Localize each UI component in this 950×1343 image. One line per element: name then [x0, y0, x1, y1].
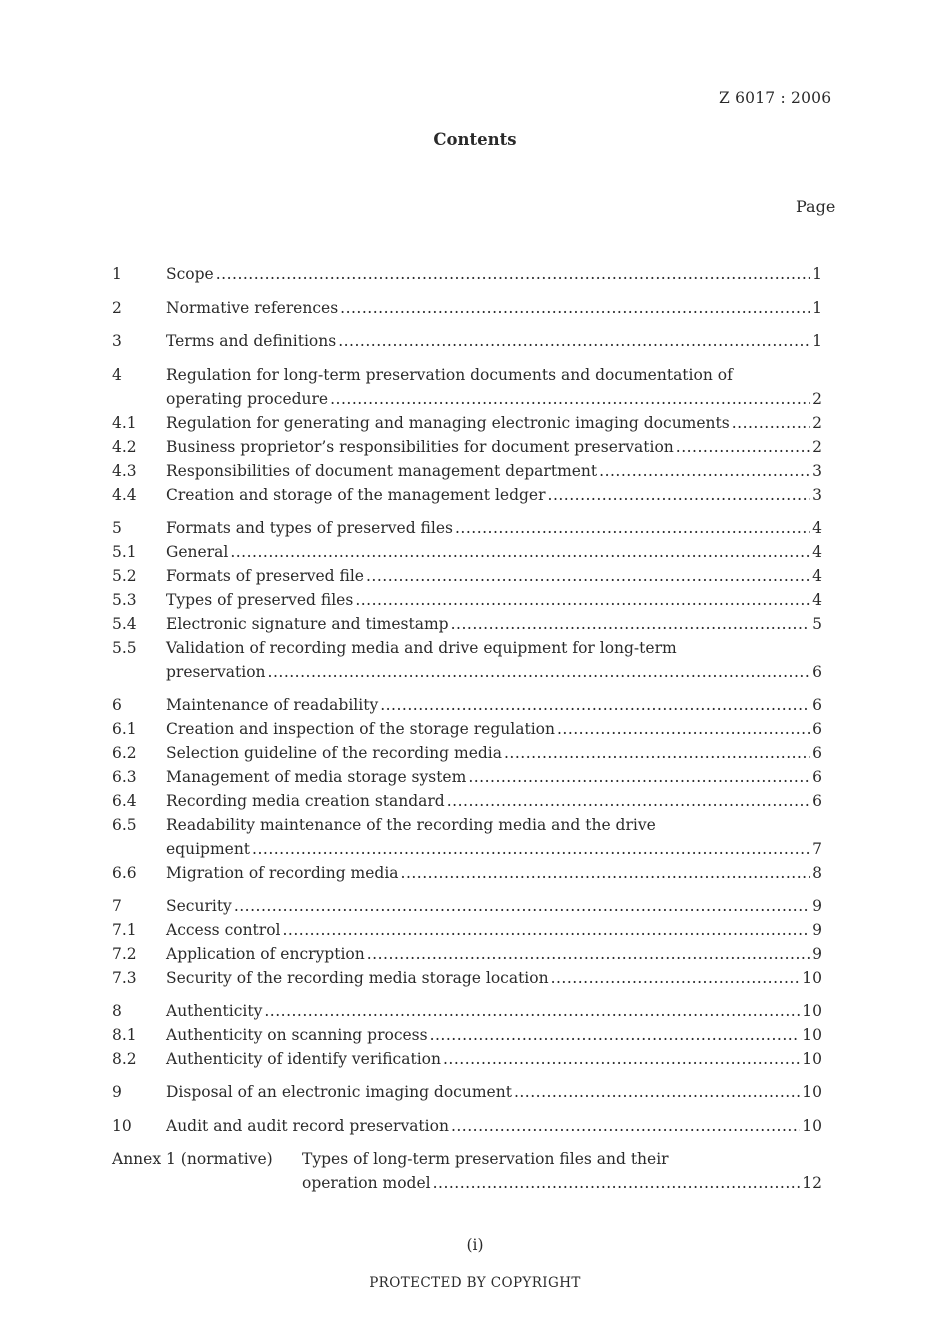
toc-page: 9 — [812, 945, 822, 963]
leader-dots — [264, 999, 800, 1023]
leader-dots — [451, 1114, 800, 1138]
toc-label: Validation of recording media and drive equipment for long-term — [166, 639, 677, 657]
toc-page: 3 — [812, 462, 822, 480]
toc-label: Terms and definitions — [166, 332, 337, 350]
leader-dots — [216, 262, 810, 286]
toc-page: 1 — [812, 332, 822, 350]
toc-entry[interactable] — [112, 363, 822, 387]
toc-page: 4 — [812, 543, 822, 561]
toc-page: 6 — [812, 792, 822, 810]
toc-number: 4.4 — [112, 486, 137, 504]
toc-label: Authenticity — [166, 1002, 263, 1020]
leader-dots — [548, 483, 811, 507]
toc-number: 10 — [112, 1117, 132, 1135]
toc-entry[interactable] — [112, 564, 822, 588]
toc-annex-continuation[interactable] — [112, 1171, 822, 1195]
toc-label: Audit and audit record preservation — [166, 1117, 449, 1135]
leader-dots — [430, 1023, 801, 1047]
toc-label: Access control — [166, 921, 281, 939]
toc-entry-continuation[interactable] — [112, 660, 822, 684]
toc-entry[interactable] — [112, 942, 822, 966]
toc-label: Business proprietor’s responsibilities for document preservation — [166, 438, 674, 456]
toc-entry[interactable] — [112, 411, 822, 435]
toc-page: 6 — [812, 696, 822, 714]
toc-label: Types of preserved files — [166, 591, 354, 609]
toc-entry-continuation[interactable] — [112, 837, 822, 861]
toc-label: Maintenance of readability — [166, 696, 379, 714]
leader-dots — [367, 942, 810, 966]
toc-entry[interactable] — [112, 1047, 822, 1071]
toc-number: 4 — [112, 366, 122, 384]
toc-number: 8.2 — [112, 1050, 137, 1068]
toc-label: Authenticity of identify verification — [166, 1050, 441, 1068]
toc-page: 4 — [812, 591, 822, 609]
leader-dots — [443, 1047, 800, 1071]
toc-entry[interactable] — [112, 516, 822, 540]
toc-label: Creation and inspection of the storage regulation — [166, 720, 555, 738]
toc-label: Disposal of an electronic imaging document — [166, 1083, 512, 1101]
toc-label: Formats of preserved file — [166, 567, 364, 585]
toc-label: Recording media creation standard — [166, 792, 445, 810]
toc-entry[interactable] — [112, 789, 822, 813]
page-column-label: Page — [796, 197, 836, 216]
toc-page: 6 — [812, 744, 822, 762]
toc-number: 4.2 — [112, 438, 137, 456]
toc-page: 8 — [812, 864, 822, 882]
toc-entry[interactable] — [112, 861, 822, 885]
toc-page: 7 — [812, 840, 822, 858]
toc-number: 6.1 — [112, 720, 137, 738]
toc-entry[interactable] — [112, 894, 822, 918]
toc-page: 4 — [812, 567, 822, 585]
toc-page: 1 — [812, 299, 822, 317]
toc-page: 5 — [812, 615, 822, 633]
leader-dots — [732, 411, 810, 435]
leader-dots — [252, 837, 810, 861]
toc-number: 4.1 — [112, 414, 137, 432]
toc-page: 10 — [802, 1026, 822, 1044]
toc-number: 6 — [112, 696, 122, 714]
toc-label: Types of long-term preservation files and their — [302, 1150, 669, 1168]
toc-number: 5.1 — [112, 543, 137, 561]
toc-label: Security — [166, 897, 232, 915]
toc-entry[interactable] — [112, 1114, 822, 1138]
toc-entry-continuation[interactable] — [112, 387, 822, 411]
toc-page: 9 — [812, 897, 822, 915]
toc-page: 6 — [812, 720, 822, 738]
toc-number: 2 — [112, 299, 122, 317]
toc-entry[interactable] — [112, 999, 822, 1023]
toc-entry[interactable] — [112, 717, 822, 741]
leader-dots — [355, 588, 810, 612]
leader-dots — [366, 564, 810, 588]
leader-dots — [283, 918, 811, 942]
toc-number: 1 — [112, 265, 122, 283]
toc-label: Scope — [166, 265, 214, 283]
leader-dots — [504, 741, 810, 765]
toc-number: 5.5 — [112, 639, 137, 657]
toc-label: Selection guideline of the recording media — [166, 744, 502, 762]
toc-label: Creation and storage of the management ledger — [166, 486, 546, 504]
leader-dots — [468, 765, 810, 789]
toc-number: 6.3 — [112, 768, 137, 786]
toc-entry[interactable] — [112, 1080, 822, 1104]
toc-label: Authenticity on scanning process — [166, 1026, 428, 1044]
leader-dots — [234, 894, 810, 918]
copyright-notice: PROTECTED BY COPYRIGHT — [369, 1275, 581, 1291]
toc-entry[interactable] — [112, 483, 822, 507]
toc-entry[interactable] — [112, 296, 822, 320]
annex-label: Annex 1 (normative) — [112, 1150, 273, 1168]
toc-page: 2 — [812, 414, 822, 432]
standard-code: Z 6017 : 2006 — [719, 89, 832, 107]
leader-dots — [676, 435, 810, 459]
toc-entry[interactable] — [112, 459, 822, 483]
toc-number: 6.5 — [112, 816, 137, 834]
toc-page: 10 — [802, 969, 822, 987]
leader-dots — [451, 612, 811, 636]
leader-dots — [455, 516, 810, 540]
toc-number: 8.1 — [112, 1026, 137, 1044]
toc-label-continuation: operating procedure — [166, 390, 329, 408]
toc-entry[interactable] — [112, 329, 822, 353]
toc-number: 6.2 — [112, 744, 137, 762]
leader-dots — [230, 540, 810, 564]
toc-page: 2 — [812, 390, 822, 408]
toc-page: 12 — [802, 1174, 822, 1192]
toc-number: 5.4 — [112, 615, 137, 633]
toc-number: 5.3 — [112, 591, 137, 609]
toc-entry[interactable] — [112, 765, 822, 789]
toc-entry[interactable] — [112, 966, 822, 990]
toc-annex-entry[interactable] — [112, 1147, 822, 1171]
toc-number: 7.2 — [112, 945, 137, 963]
toc-label: Management of media storage system — [166, 768, 467, 786]
toc-label: Migration of recording media — [166, 864, 399, 882]
toc-page: 9 — [812, 921, 822, 939]
toc-label: Security of the recording media storage location — [166, 969, 549, 987]
toc-entry[interactable] — [112, 918, 822, 942]
toc-number: 6.4 — [112, 792, 137, 810]
toc-number: 4.3 — [112, 462, 137, 480]
leader-dots — [268, 660, 811, 684]
page-number: (i) — [466, 1236, 484, 1254]
toc-number: 8 — [112, 1002, 122, 1020]
toc-entry[interactable] — [112, 636, 822, 660]
leader-dots — [557, 717, 810, 741]
toc-entry[interactable] — [112, 741, 822, 765]
toc-number: 5.2 — [112, 567, 137, 585]
toc-page: 10 — [802, 1083, 822, 1101]
toc-label: Regulation for generating and managing electronic imaging documents — [166, 414, 730, 432]
toc-page: 10 — [802, 1117, 822, 1135]
toc-page: 2 — [812, 438, 822, 456]
toc-entry[interactable] — [112, 435, 822, 459]
leader-dots — [551, 966, 801, 990]
toc-label: Application of encryption — [166, 945, 365, 963]
leader-dots — [330, 387, 810, 411]
toc-number: 7.1 — [112, 921, 137, 939]
toc-entry[interactable] — [112, 612, 822, 636]
toc-entry[interactable] — [112, 262, 822, 286]
toc-number: 7.3 — [112, 969, 137, 987]
leader-dots — [340, 296, 810, 320]
leader-dots — [514, 1080, 800, 1104]
toc-entry[interactable] — [112, 588, 822, 612]
page-title: Contents — [433, 130, 517, 149]
toc-number: 6.6 — [112, 864, 137, 882]
toc-label-continuation: equipment — [166, 840, 251, 858]
toc-page: 4 — [812, 519, 822, 537]
toc-label: General — [166, 543, 229, 561]
toc-number: 3 — [112, 332, 122, 350]
toc-label-continuation: preservation — [166, 663, 266, 681]
toc-label: Formats and types of preserved files — [166, 519, 453, 537]
toc-label: Readability maintenance of the recording media and the drive — [166, 816, 656, 834]
leader-dots — [433, 1171, 801, 1195]
toc-page: 10 — [802, 1002, 822, 1020]
toc-label-continuation: operation model — [302, 1174, 431, 1192]
leader-dots — [401, 861, 811, 885]
toc-number: 9 — [112, 1083, 122, 1101]
toc-entry[interactable] — [112, 693, 822, 717]
leader-dots — [447, 789, 810, 813]
toc-page: 1 — [812, 265, 822, 283]
toc-number: 7 — [112, 897, 122, 915]
toc-page: 6 — [812, 768, 822, 786]
toc-page: 6 — [812, 663, 822, 681]
leader-dots — [338, 329, 810, 353]
toc-label: Regulation for long-term preservation documents and documentation of — [166, 366, 733, 384]
leader-dots — [380, 693, 810, 717]
toc-page: 10 — [802, 1050, 822, 1068]
toc-label: Normative references — [166, 299, 339, 317]
toc-label: Electronic signature and timestamp — [166, 615, 449, 633]
toc-number: 5 — [112, 519, 122, 537]
leader-dots — [599, 459, 810, 483]
toc-page: 3 — [812, 486, 822, 504]
toc-label: Responsibilities of document management department — [166, 462, 598, 480]
toc-entry[interactable] — [112, 540, 822, 564]
toc-entry[interactable] — [112, 1023, 822, 1047]
toc-entry[interactable] — [112, 813, 822, 837]
